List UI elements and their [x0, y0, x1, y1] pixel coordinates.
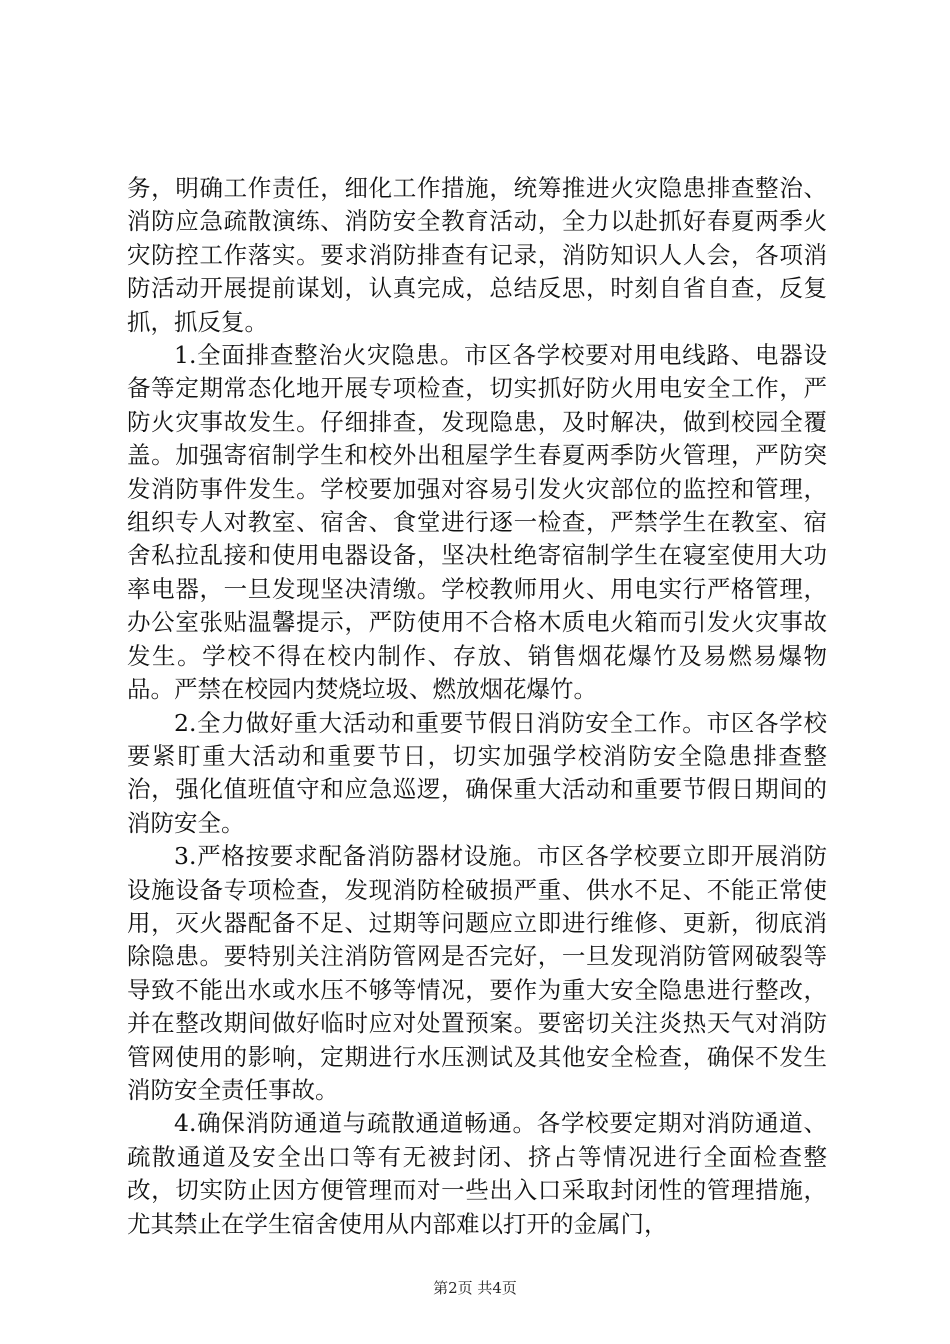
paragraph-item-3: 3.严格按要求配备消防器材设施。市区各学校要立即开展消防设施设备专项检查，发现消防栓破损严重、供水不足、不能正常使用，灭火器配备不足、过期等问题应立即进行维修、更新，彻底消除隐患。要特别关注消防管网是否完好，一旦发现消防管网破裂等导致不能出水或水压不够等情况，要作为重大安全隐患进行整改，并在整改期间做好临时应对处置预案。要密切关注炎热天气对消防管网使用的影响，定期进行水压测试及其他安全检查，确保不发生消防安全责任事故。	[127, 842, 827, 1104]
document-body	[127, 172, 827, 1241]
paragraph-intro: 务，明确工作责任，细化工作措施，统筹推进火灾隐患排查整治、消防应急疏散演练、消防安全教育活动，全力以赴抓好春夏两季火灾防控工作落实。要求消防排查有记录，消防知识人人会，各项消防活动开展提前谋划，认真完成，总结反思，时刻自省自查，反复抓，抓反复。	[127, 174, 827, 336]
page-number-footer: 第2页 共4页	[433, 1279, 517, 1297]
paragraph-item-4: 4.确保消防通道与疏散通道畅通。各学校要定期对消防通道、疏散通道及安全出口等有无被封闭、挤占等情况进行全面检查整改，切实防止因方便管理而对一些出入口采取封闭性的管理措施，尤其禁止在学生宿舍使用从内部难以打开的金属门，	[127, 1109, 827, 1238]
paragraph-item-1: 1.全面排查整治火灾隐患。市区各学校要对用电线路、电器设备等定期常态化地开展专项检查，切实抓好防火用电安全工作，严防火灾事故发生。仔细排查，发现隐患，及时解决，做到校园全覆盖。加强寄宿制学生和校外出租屋学生春夏两季防火管理，严防突发消防事件发生。学校要加强对容易引发火灾部位的监控和管理，组织专人对教室、宿舍、食堂进行逐一检查，严禁学生在教室、宿舍私拉乱接和使用电器设备，坚决杜绝寄宿制学生在寝室使用大功率电器，一旦发现坚决清缴。学校教师用火、用电实行严格管理，办公室张贴温馨提示，严防使用不合格木质电火箱而引发火灾事故发生。学校不得在校内制作、存放、销售烟花爆竹及易燃易爆物品。严禁在校园内焚烧垃圾、燃放烟花爆竹。	[127, 341, 827, 704]
paragraph-item-2: 2.全力做好重大活动和重要节假日消防安全工作。市区各学校要紧盯重大活动和重要节日，切实加强学校消防安全隐患排查整治，强化值班值守和应急巡逻，确保重大活动和重要节假日期间的消防安全。	[127, 708, 827, 837]
